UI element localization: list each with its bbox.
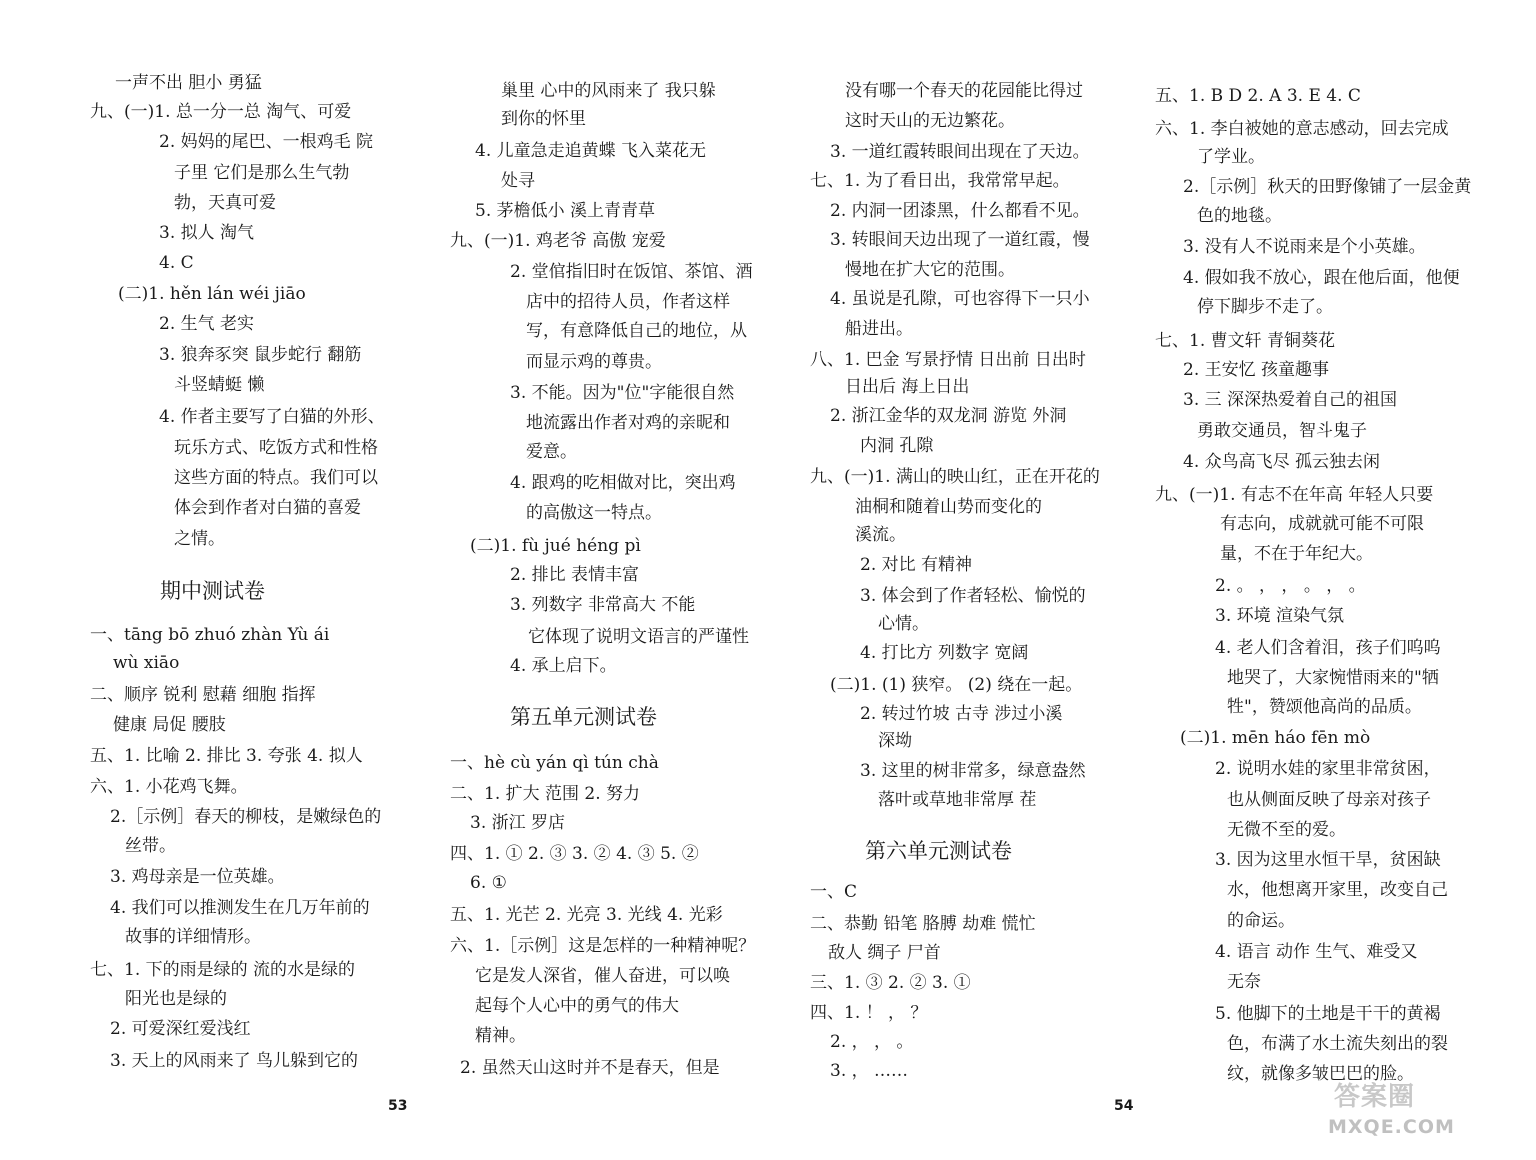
answer-line: 4. 打比方 列数字 宽阔 <box>860 643 1029 663</box>
answer-line: 3. 列数字 非常高大 不能 <box>510 595 696 615</box>
answer-line: 停下脚步不走了。 <box>1197 297 1333 317</box>
answer-line: 2. 说明水娃的家里非常贫困， <box>1215 759 1441 779</box>
answer-line: 2. 生气 老实 <box>159 314 255 334</box>
answer-line: 而显示鸡的尊贵。 <box>526 352 662 372</box>
answer-line: 5. 他脚下的土地是干干的黄褐 <box>1215 1004 1441 1024</box>
answer-line: 巢里 心中的风雨来了 我只躲 <box>501 81 716 101</box>
answer-line: 六、1.［示例］这是怎样的一种精神呢？ <box>450 936 756 956</box>
answer-line: 2. 可爱深红爱浅红 <box>110 1019 251 1039</box>
answer-line: 七、1. 为了看日出，我常常早起。 <box>810 171 1070 191</box>
answer-line: 2. 转过竹坡 古寺 涉过小溪 <box>860 704 1063 724</box>
answer-line: 3. 体会到了作者轻松、愉悦的 <box>860 586 1086 606</box>
column-3 <box>800 0 1160 1160</box>
answer-line: 4. 作者主要写了白猫的外形、 <box>159 407 385 427</box>
answer-line: 4. 我们可以推测发生在几万年前的 <box>110 898 370 918</box>
answer-line: 店中的招待人员，作者这样 <box>526 292 730 312</box>
answer-line: 它是发人深省，催人奋进，可以唤 <box>475 966 730 986</box>
answer-line: 九、(一)1. 鸡老爷 高傲 宠爱 <box>450 231 666 251</box>
page-number-left: 53 <box>388 1098 408 1114</box>
answer-line: 一声不出 胆小 勇猛 <box>115 73 262 93</box>
answer-line: 4. 跟鸡的吃相做对比，突出鸡 <box>510 473 736 493</box>
answer-line: 2. 堂倌指旧时在饭馆、茶馆、酒 <box>510 262 753 282</box>
answer-line: 六、1. 李白被她的意志感动，回去完成 <box>1155 119 1449 139</box>
answer-line: 处寻 <box>501 171 535 191</box>
section-heading: 第六单元测试卷 <box>865 839 1012 863</box>
answer-line: 健康 局促 腰肢 <box>113 715 226 735</box>
answer-line: 到你的怀里 <box>501 109 586 129</box>
answer-line: 3. 浙江 罗店 <box>470 813 566 833</box>
answer-line: (二)1. hěn lán wéi jiāo <box>118 284 306 304</box>
answer-line: 起每个人心中的勇气的伟大 <box>475 996 679 1016</box>
answer-line: 精神。 <box>475 1026 526 1046</box>
section-heading: 第五单元测试卷 <box>510 705 657 729</box>
answer-line: 溪流。 <box>855 525 906 545</box>
answer-line: 慢地在扩大它的范围。 <box>845 260 1015 280</box>
answer-line: 二、顺序 锐利 慰藉 细胞 指挥 <box>90 685 316 705</box>
answer-line: 2. 排比 表情丰富 <box>510 565 640 585</box>
answer-line: 3. 天上的风雨来了 鸟儿躲到它的 <box>110 1051 359 1071</box>
answer-line: 3. 一道红霞转眼间出现在了天边。 <box>830 142 1090 162</box>
answer-line: 地流露出作者对鸡的亲昵和 <box>526 413 730 433</box>
answer-line: 一、hè cù yán qì tún chà <box>450 753 659 773</box>
answer-line: 2. 。 ， ， 。 ， 。 <box>1215 576 1366 596</box>
answer-line: 地哭了，大家惋惜雨来的"牺 <box>1227 668 1439 688</box>
answer-line: 3. 拟人 淘气 <box>159 223 255 243</box>
answer-line: 它体现了说明文语言的严谨性 <box>528 627 749 647</box>
answer-line: 二、恭勤 铅笔 胳膊 劫难 慌忙 <box>810 914 1036 934</box>
answer-line: 4. 语言 动作 生气、难受又 <box>1215 942 1418 962</box>
answer-line: 九、(一)1. 总一分一总 淘气、可爱 <box>90 102 352 122</box>
answer-line: 5. 茅檐低小 溪上青青草 <box>475 201 656 221</box>
answer-line: 了学业。 <box>1197 147 1265 167</box>
answer-line: (二)1. (1) 狭窄。 (2) 绕在一起。 <box>830 675 1083 695</box>
answer-line: 五、1. B D 2. A 3. E 4. C <box>1155 86 1361 106</box>
answer-line: 子里 它们是那么生气勃 <box>174 163 350 183</box>
answer-line: 色，布满了水土流失刻出的裂 <box>1227 1034 1448 1054</box>
answer-line: 深坳 <box>878 731 912 751</box>
answer-line: 3. 环境 渲染气氛 <box>1215 606 1345 626</box>
answer-line: 七、1. 下的雨是绿的 流的水是绿的 <box>90 960 356 980</box>
section-heading: 期中测试卷 <box>160 579 265 603</box>
answer-line: (二)1. fù jué héng pì <box>470 536 641 556</box>
answer-line: 之情。 <box>174 529 225 549</box>
answer-line: (二)1. mēn háo fēn mò <box>1180 728 1371 748</box>
answer-line: 2.［示例］春天的柳枝，是嫩绿色的 <box>110 807 382 827</box>
watermark-text: 答案圈 <box>1334 1082 1416 1112</box>
answer-line: 勃，天真可爱 <box>174 193 276 213</box>
answer-line: 3. 鸡母亲是一位英雄。 <box>110 867 285 887</box>
answer-line: 写，有意降低自己的地位，从 <box>526 321 747 341</box>
answer-line: 色的地毯。 <box>1197 206 1282 226</box>
answer-line: 玩乐方式、吃饭方式和性格 <box>174 438 378 458</box>
answer-line: 也从侧面反映了母亲对孩子 <box>1227 790 1431 810</box>
answer-line: 无微不至的爱。 <box>1227 820 1346 840</box>
answer-line: 四、1. ① 2. ③ 3. ② 4. ③ 5. ② <box>450 844 699 864</box>
answer-line: 故事的详细情形。 <box>125 927 261 947</box>
answer-line: 八、1. 巴金 写景抒情 日出前 日出时 <box>810 350 1086 370</box>
answer-line: 四、1. ！ ， ？ <box>810 1003 928 1023</box>
answer-line: 日出后 海上日出 <box>845 377 970 397</box>
answer-line: 2. 王安忆 孩童趣事 <box>1183 360 1330 380</box>
answer-line: 2.［示例］秋天的田野像铺了一层金黄 <box>1183 177 1472 197</box>
answer-line: 船进出。 <box>845 319 913 339</box>
answer-line: 3. 转眼间天边出现了一道红霞，慢 <box>830 230 1090 250</box>
answer-line: 6. ① <box>470 873 507 893</box>
answer-line: 2. 内洞一团漆黑，什么都看不见。 <box>830 201 1090 221</box>
watermark-url: MXQE.COM <box>1328 1116 1455 1138</box>
answer-line: 一、C <box>810 882 858 902</box>
answer-line: 的高傲这一特点。 <box>526 503 662 523</box>
answer-line: 4. 儿童急走追黄蝶 飞入菜花无 <box>475 141 707 161</box>
answer-line: 4. 虽说是孔隙，可也容得下一只小 <box>830 289 1090 309</box>
answer-line: 一、tāng bō zhuó zhàn Yù ái <box>90 625 330 645</box>
answer-line: 这些方面的特点。我们可以 <box>174 468 378 488</box>
answer-line: 4. C <box>159 253 194 273</box>
answer-line: 六、1. 小花鸡飞舞。 <box>90 777 248 797</box>
answer-line: 敌人 绸子 尸首 <box>828 943 941 963</box>
answer-line: 2. ， ， 。 <box>830 1032 914 1052</box>
watermark <box>1314 1070 1528 1154</box>
answer-line: 4. 假如我不放心，跟在他后面，他便 <box>1183 268 1460 288</box>
answer-line: 九、(一)1. 有志不在年高 年轻人只要 <box>1155 485 1434 505</box>
answer-line: 爱意。 <box>526 442 577 462</box>
answer-line: 3. 因为这里水恒干旱，贫困缺 <box>1215 850 1441 870</box>
answer-line: 2. 对比 有精神 <box>860 555 973 575</box>
answer-line: 3. 没有人不说雨来是个小英雄。 <box>1183 237 1426 257</box>
answer-line: 内洞 孔隙 <box>860 436 934 456</box>
answer-line: 量，不在于年纪大。 <box>1220 544 1373 564</box>
answer-line: 3. 狼奔豕突 鼠步蛇行 翻筋 <box>159 345 362 365</box>
column-4 <box>1155 0 1515 1160</box>
answer-line: 无奈 <box>1227 972 1261 992</box>
answer-line: 五、1. 光芒 2. 光亮 3. 光线 4. 光彩 <box>450 905 723 925</box>
answer-line: 水，他想离开家里，改变自己 <box>1227 880 1448 900</box>
answer-line: 纹，就像多皱巴巴的脸。 <box>1227 1064 1414 1084</box>
answer-line: 2. 浙江金华的双龙洞 游览 外洞 <box>830 406 1067 426</box>
answer-line: 4. 众鸟高飞尽 孤云独去闲 <box>1183 452 1381 472</box>
answer-line: 油桐和随着山势而变化的 <box>855 497 1042 517</box>
answer-line: 七、1. 曹文轩 青铜葵花 <box>1155 331 1336 351</box>
answer-line: 这时天山的无边繁花。 <box>845 111 1015 131</box>
answer-line: 3. ， …… <box>830 1061 909 1081</box>
column-1 <box>80 0 440 1160</box>
answer-line: 没有哪一个春天的花园能比得过 <box>845 81 1083 101</box>
answer-line: 丝带。 <box>125 836 176 856</box>
answer-line: 三、1. ③ 2. ② 3. ① <box>810 973 971 993</box>
answer-line: 的命运。 <box>1227 911 1295 931</box>
answer-line: 勇敢交通员，智斗鬼子 <box>1197 421 1367 441</box>
answer-line: 4. 老人们含着泪，孩子们呜呜 <box>1215 638 1441 658</box>
answer-line: 2. 妈妈的尾巴、一根鸡毛 院 <box>159 132 374 152</box>
answer-line: 3. 三 深深热爱着自己的祖国 <box>1183 390 1398 410</box>
answer-line: 3. 不能。因为"位"字能很自然 <box>510 383 735 403</box>
answer-line: 九、(一)1. 满山的映山红，正在开花的 <box>810 467 1100 487</box>
column-2 <box>440 0 800 1160</box>
answer-line: 斗竖蜻蜓 懒 <box>174 375 265 395</box>
answer-line: 心情。 <box>878 614 929 634</box>
answer-line: 4. 承上启下。 <box>510 656 617 676</box>
answer-line: 落叶或草地非常厚 茬 <box>878 790 1037 810</box>
answer-line: 有志向，成就就可能不可限 <box>1220 514 1424 534</box>
answer-line: 3. 这里的树非常多，绿意盎然 <box>860 761 1086 781</box>
answer-line: 二、1. 扩大 范围 2. 努力 <box>450 784 641 804</box>
answer-line: 体会到作者对白猫的喜爱 <box>174 498 361 518</box>
page-number-right: 54 <box>1114 1098 1134 1114</box>
answer-line: 牲"，赞颂他高尚的品质。 <box>1227 697 1422 717</box>
answer-line: wù xiāo <box>113 653 180 673</box>
answer-line: 2. 虽然天山这时并不是春天，但是 <box>460 1058 720 1078</box>
answer-line: 阳光也是绿的 <box>125 989 227 1009</box>
answer-line: 五、1. 比喻 2. 排比 3. 夸张 4. 拟人 <box>90 746 363 766</box>
